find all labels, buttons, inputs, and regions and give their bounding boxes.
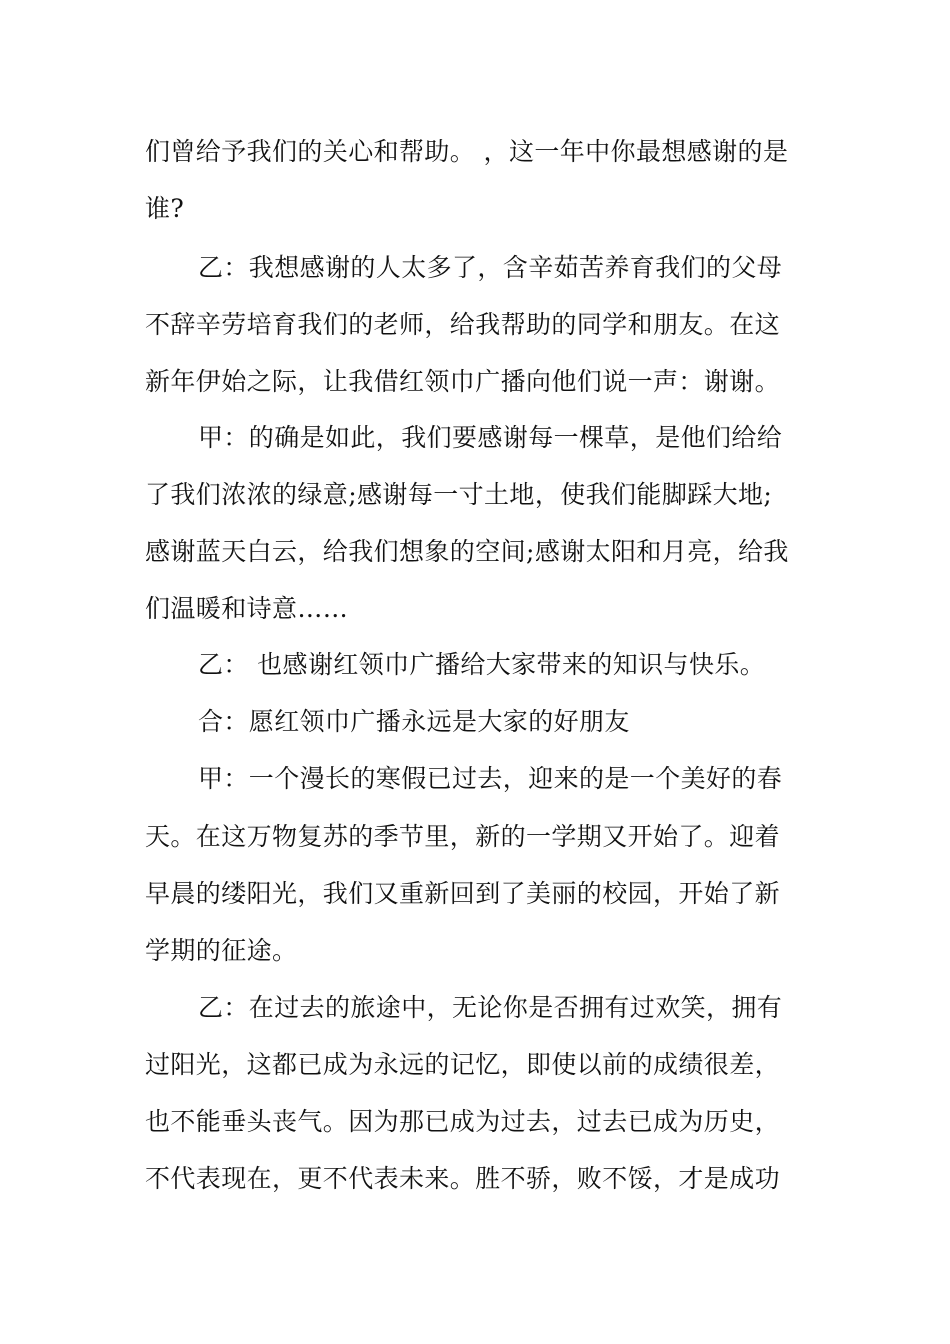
text-line-2: 谁? [145, 194, 185, 223]
text-line-19: 不代表现在，更不代表未来。胜不骄，败不馁，才是成功 [145, 1164, 781, 1193]
text-line-4: 不辞辛劳培育我们的老师，给我帮助的同学和朋友。在这 [145, 310, 781, 339]
text-line-9: 们温暖和诗意…… [145, 594, 349, 623]
text-line-13: 天。在这万物复苏的季节里，新的一学期又开始了。迎着 [145, 822, 781, 851]
text-line-18: 也不能垂头丧气。因为那已成为过去，过去已成为历史， [145, 1107, 781, 1136]
text-line-5: 新年伊始之际，让我借红领巾广播向他们说一声：谢谢。 [145, 367, 781, 396]
text-line-3: 乙：我想感谢的人太多了，含辛茹苦养育我们的父母 [198, 253, 783, 282]
text-line-10: 乙： 也感谢红领巾广播给大家带来的知识与快乐。 [198, 650, 766, 679]
text-line-11: 合：愿红领巾广播永远是大家的好朋友 [198, 707, 630, 736]
text-line-1: 们曾给予我们的关心和帮助。 ，这一年中你最想感谢的是 [145, 137, 789, 166]
text-line-15: 学期的征途。 [145, 936, 298, 965]
text-line-6: 甲：的确是如此，我们要感谢每一棵草，是他们给给 [198, 423, 783, 452]
text-line-14: 早晨的缕阳光，我们又重新回到了美丽的校园，开始了新 [145, 879, 781, 908]
text-line-8: 感谢蓝天白云，给我们想象的空间;感谢太阳和月亮，给我 [145, 537, 789, 566]
text-line-12: 甲：一个漫长的寒假已过去，迎来的是一个美好的春 [198, 764, 783, 793]
text-line-16: 乙：在过去的旅途中，无论你是否拥有过欢笑，拥有 [198, 993, 783, 1022]
text-line-17: 过阳光，这都已成为永远的记忆，即使以前的成绩很差， [145, 1050, 781, 1079]
text-line-7: 了我们浓浓的绿意;感谢每一寸土地，使我们能脚踩大地; [145, 480, 773, 509]
